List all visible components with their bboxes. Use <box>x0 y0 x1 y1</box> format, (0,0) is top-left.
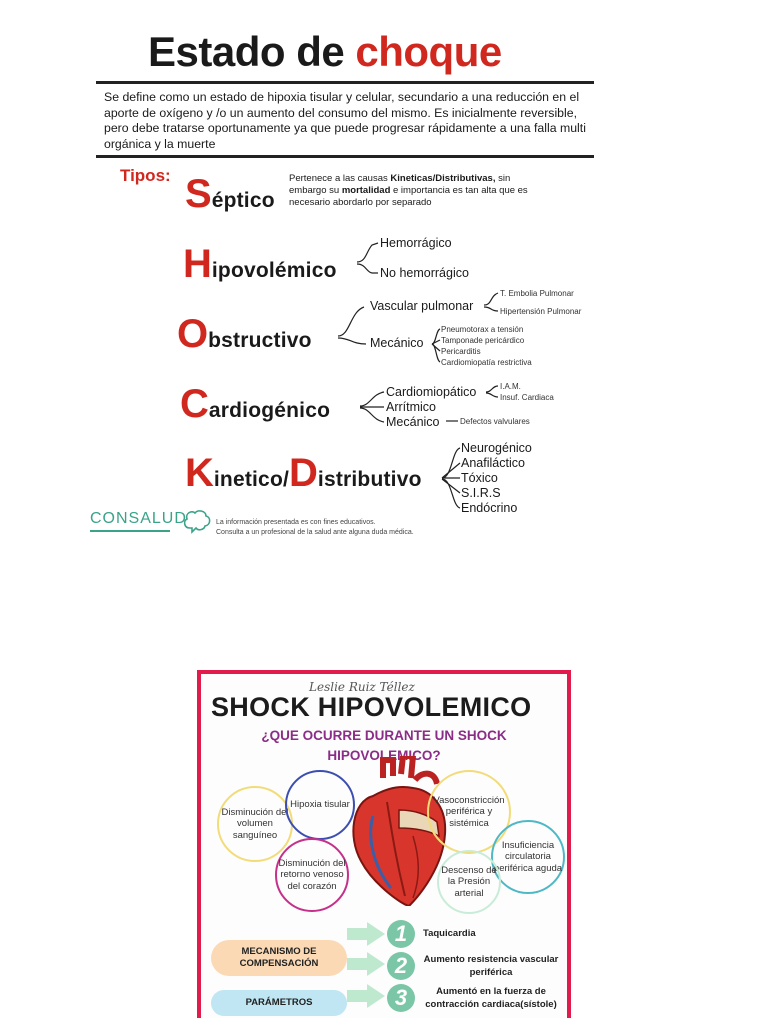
branch-cardiomiopatico: Cardiomiopático <box>386 385 477 399</box>
sub-tamponade: Tamponade pericárdico <box>441 336 525 345</box>
sub-insuf-cardiaca: Insuf. Cardiaca <box>500 393 554 402</box>
circle-disminucion-volumen: Disminución del volumen sanguíneo <box>217 786 293 862</box>
sub-embolia: T. Embolia Pulmonar <box>500 289 574 298</box>
step-2-text: Aumento resistencia vascular periférica <box>423 954 559 978</box>
circle-disminucion-retorno: Disminución del retorno venoso del corazón <box>275 838 349 912</box>
sub-iam: I.A.M. <box>500 382 521 391</box>
type-obstructivo: Obstructivo <box>177 312 312 356</box>
definition-text: Se define como un estado de hipoxia tisular y celular, secundario a una reducción en el aporte de oxígeno y /o un aumento del consumo del mismo. Es inicialmente reversible, pero debe tratarse oportunamente ya que puede progresar rápidamente a una falla multi orgánica y la muerte <box>104 90 586 151</box>
step-1-text: Taquicardia <box>423 928 476 939</box>
sub-hipertension: Hipertensión Pulmonar <box>500 307 582 316</box>
step-3-text: Aumentó en la fuerza de contracción cardiaca(sístole) <box>425 986 557 1010</box>
branch-sirs: S.I.R.S <box>461 486 501 500</box>
circle-descenso-presion: Descenso de la Presión arterial <box>437 850 501 914</box>
brain-icon <box>182 508 212 534</box>
type-kinetico-distributivo: Kinetico/Distributivo <box>185 451 422 495</box>
branch-neurogenico: Neurogénico <box>461 441 532 455</box>
shock-hipovolemico-poster <box>197 670 571 1018</box>
poster-question: ¿QUE OCURRE DURANTE UN SHOCK HIPOVOLEMICO? <box>261 728 507 763</box>
page-title: Estado de choque <box>148 28 502 75</box>
type-cardiogenico: Cardiogénico <box>180 382 331 426</box>
sub-defectos-valvulares: Defectos valvulares <box>460 417 530 426</box>
type-septico: Séptico <box>185 172 275 216</box>
branch-mecanico-card: Mecánico <box>386 415 440 429</box>
sub-cardiomiopatia: Cardiomiopatía restrictiva <box>441 358 532 367</box>
branch-toxico: Tóxico <box>461 471 498 485</box>
logo-underline <box>90 530 170 532</box>
tipos-label: Tipos: <box>120 166 171 185</box>
disclaimer: La información presentada es con fines educativos. Consulta a un profesional de la salud ante alguna duda médica. <box>216 519 414 536</box>
arrow-icons <box>345 920 389 1018</box>
branch-mecanico-obs: Mecánico <box>370 336 424 350</box>
step-3-badge: 3 <box>387 984 415 1012</box>
step-2-badge: 2 <box>387 952 415 980</box>
septico-note: Pertenece a las causas Kineticas/Distributivas, sin embargo su mortalidad e importancia es tan alta que es necesario abordarlo por separado <box>289 173 528 208</box>
branch-arritmico: Arrítmico <box>386 400 436 414</box>
circle-hipoxia-tisular: Hipoxia tisular <box>285 770 355 840</box>
poster-title: SHOCK HIPOVOLEMICO <box>211 692 532 722</box>
sub-pericarditis: Pericarditis <box>441 347 481 356</box>
circle-insuficiencia-circulatoria: Insuficiencia circulatoria periférica aguda <box>491 820 565 894</box>
parametros-label: PARÁMETROS <box>211 990 347 1016</box>
consalud-logo: CONSALUD <box>90 510 187 527</box>
mecanismo-compensacion-label: MECANISMO DE COMPENSACIÓN <box>211 940 347 976</box>
branch-endocrino: Endócrino <box>461 501 518 515</box>
branch-hemorragico: Hemorrágico <box>380 236 452 250</box>
sub-pneumotorax: Pneumotorax a tensión <box>441 325 524 334</box>
type-hipovolemico: Hipovolémico <box>183 242 337 286</box>
branch-no-hemorragico: No hemorrágico <box>380 266 469 280</box>
branch-vascular-pulmonar: Vascular pulmonar <box>370 299 474 313</box>
step-1-badge: 1 <box>387 920 415 948</box>
circle-vasoconstriccion: Vasoconstricción periférica y sistémica <box>427 770 511 854</box>
branch-anafilactico: Anafiláctico <box>461 456 525 470</box>
author-signature: Leslie Ruiz Téllez <box>309 680 415 694</box>
